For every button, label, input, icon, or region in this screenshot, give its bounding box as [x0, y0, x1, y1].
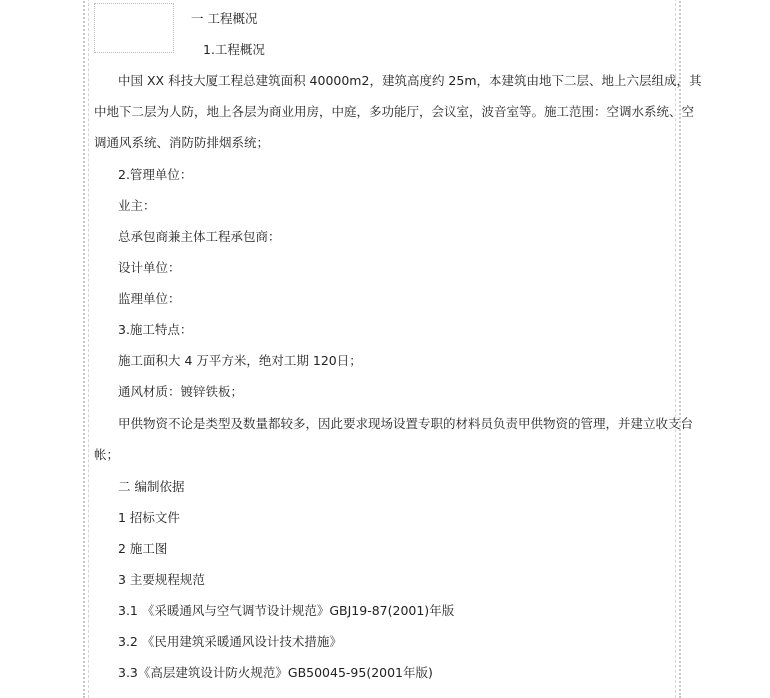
list-item: 3 主要规程规范 — [118, 572, 205, 587]
list-item: 3.2 《民用建筑采暖通风设计技术措施》 — [118, 634, 342, 649]
list-item: 2 施工图 — [118, 541, 168, 556]
paragraph-line: 调通风系统、消防防排烟系统； — [94, 135, 270, 150]
paragraph-line: 甲供物资不论是类型及数量都较多，因此要求现场设置专职的材料员负责甲供物资的管理，并建立收支台 — [118, 416, 694, 431]
field-owner-label: 业主： — [118, 198, 156, 213]
field-designer-label: 设计单位： — [118, 260, 181, 275]
section-heading-1: 一 工程概况 — [191, 11, 258, 26]
subsection-heading-1-2: 2.管理单位： — [118, 167, 193, 182]
list-item: 3.3《高层建筑设计防火规范》GB50045-95(2001年版) — [118, 665, 433, 680]
image-placeholder-box — [94, 3, 174, 53]
paragraph-line: 中地下二层为人防，地上各层为商业用房，中庭，多功能厅，会议室，波音室等。施工范围：空调水系统、空 — [94, 104, 695, 119]
field-contractor-label: 总承包商兼主体工程承包商： — [118, 229, 281, 244]
paragraph-line: 通风材质：镀锌铁板； — [118, 384, 244, 399]
subsection-heading-1-3: 3.施工特点： — [118, 322, 193, 337]
subsection-heading-1-1: 1.工程概况 — [203, 42, 265, 57]
list-item: 1 招标文件 — [118, 510, 180, 525]
paragraph-line: 中国 XX 科技大厦工程总建筑面积 40000m2，建筑高度约 25m，本建筑由地下二层、地上六层组成，其 — [118, 73, 702, 88]
paragraph-line: 帐； — [94, 447, 120, 462]
section-heading-2: 二 编制依据 — [118, 479, 185, 494]
paragraph-line: 施工面积大 4 万平方米，绝对工期 120日； — [118, 353, 362, 368]
list-item: 3.1 《采暖通风与空气调节设计规范》GBJ19-87(2001)年版 — [118, 603, 455, 618]
field-supervisor-label: 监理单位： — [118, 291, 181, 306]
